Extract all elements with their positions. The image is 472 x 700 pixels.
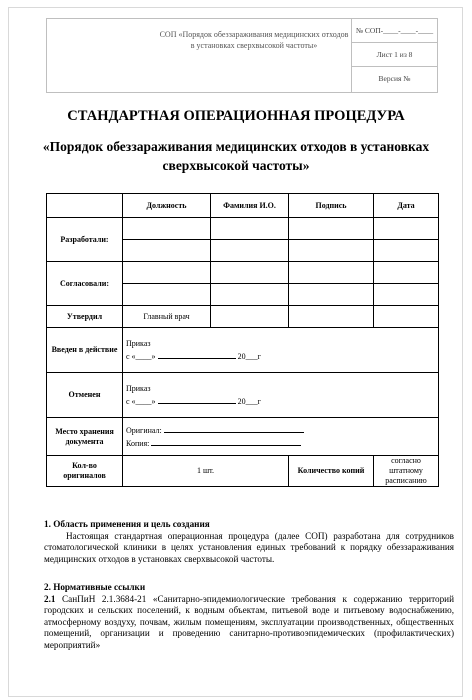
approved-signature[interactable]	[289, 306, 374, 328]
header-sheet: Лист 1 из 8	[352, 43, 437, 67]
developed-name-2[interactable]	[211, 240, 289, 262]
storage-cell	[123, 418, 439, 456]
row-originals-count: Кол-во оригиналов	[47, 456, 123, 487]
originals-value: 1 шт.	[123, 456, 289, 487]
header-meta	[352, 19, 437, 92]
col-signature: Подпись	[289, 194, 374, 218]
agreed-name-2[interactable]	[211, 284, 289, 306]
copies-label: Количество копий	[289, 456, 374, 487]
introduced-order-date[interactable]	[126, 350, 435, 363]
header-doc-title: СОП «Порядок обеззараживания медицинских отходов в установках сверхвысокой частоты»	[159, 30, 349, 50]
introduced-order-label: Приказ	[126, 338, 151, 348]
cancelled-date-prefix: с «____»	[126, 396, 156, 406]
cancelled-order-cell	[123, 373, 439, 418]
section-1	[44, 519, 454, 565]
developed-position-2[interactable]	[123, 240, 211, 262]
developed-name-1[interactable]	[211, 218, 289, 240]
approved-name[interactable]	[211, 306, 289, 328]
copy-line	[151, 437, 301, 446]
storage-copy[interactable]	[126, 437, 435, 450]
header-version: Версия №	[378, 74, 411, 83]
agreed-signature-2[interactable]	[289, 284, 374, 306]
page-subtitle: «Порядок обеззараживания медицинских отходов в установках сверхвысокой частоты»	[42, 139, 430, 173]
col-date: Дата	[374, 194, 439, 218]
introduced-month-line	[158, 350, 236, 359]
introduced-date-prefix: с «____»	[126, 351, 156, 361]
empty-header-cell	[47, 194, 123, 218]
section-1-heading: 1. Область применения и цель создания	[44, 519, 210, 529]
agreed-position-1[interactable]	[123, 262, 211, 284]
row-introduced: Введен в действие	[47, 328, 123, 373]
developed-date-1[interactable]	[374, 218, 439, 240]
cancelled-order-date[interactable]	[126, 395, 435, 408]
storage-original[interactable]	[126, 424, 435, 437]
cancelled-year: 20___г	[237, 396, 261, 406]
introduced-order-cell	[123, 328, 439, 373]
developed-signature-1[interactable]	[289, 218, 374, 240]
approved-position: Главный врач	[123, 306, 211, 328]
agreed-date-2[interactable]	[374, 284, 439, 306]
header-title-cell	[47, 19, 352, 92]
col-name: Фамилия И.О.	[211, 194, 289, 218]
approved-date[interactable]	[374, 306, 439, 328]
col-position: Должность	[123, 194, 211, 218]
original-line	[164, 424, 304, 433]
row-approved: Утвердил	[47, 306, 123, 328]
header-doc-number: № СОП-____-____-____	[352, 19, 437, 43]
developed-date-2[interactable]	[374, 240, 439, 262]
original-label: Оригинал:	[126, 425, 162, 435]
section-2-item-text: СанПиН 2.1.3684-21 «Санитарно-эпидемиологические требования к содержанию территорий городских и сельских поселений, к водным объектам, питьевой воде и питьевому водоснабжению, атмосферному воздуху, почвам, жилым помещениям, эксплуатации производственных, общественных помещений, организации и проведению санитарно-противоэпидемических (профилактических) мероприятий»	[44, 593, 455, 650]
row-developed: Разработали:	[47, 218, 123, 262]
row-storage: Место хранения документа	[47, 418, 123, 456]
section-2-heading: 2. Нормативные ссылки	[44, 582, 146, 592]
introduced-year: 20___г	[237, 351, 261, 361]
row-cancelled: Отменен	[47, 373, 123, 418]
cancelled-month-line	[158, 395, 236, 404]
copies-value: согласно штатному расписанию	[374, 456, 439, 487]
agreed-name-1[interactable]	[211, 262, 289, 284]
row-agreed: Согласовали:	[47, 262, 123, 306]
section-2-item	[44, 594, 454, 652]
agreed-signature-1[interactable]	[289, 262, 374, 284]
section-1-text: Настоящая стандартная операционная процедура (далее СОП) разработана для сотрудников стоматологической клиники в целях установления единых требований к порядку обеззараживания медицинских отходов в установках сверхвысокой частоты.	[44, 530, 454, 564]
section-2-item-num: 2.1	[44, 593, 56, 604]
page-title: СТАНДАРТНАЯ ОПЕРАЦИОННАЯ ПРОЦЕДУРА	[67, 108, 405, 124]
approval-table	[46, 193, 439, 487]
agreed-position-2[interactable]	[123, 284, 211, 306]
agreed-date-1[interactable]	[374, 262, 439, 284]
document-header	[46, 18, 438, 93]
developed-signature-2[interactable]	[289, 240, 374, 262]
copy-label: Копия:	[126, 438, 150, 448]
developed-position-1[interactable]	[123, 218, 211, 240]
cancelled-order-label: Приказ	[126, 383, 151, 393]
section-2	[44, 582, 454, 651]
